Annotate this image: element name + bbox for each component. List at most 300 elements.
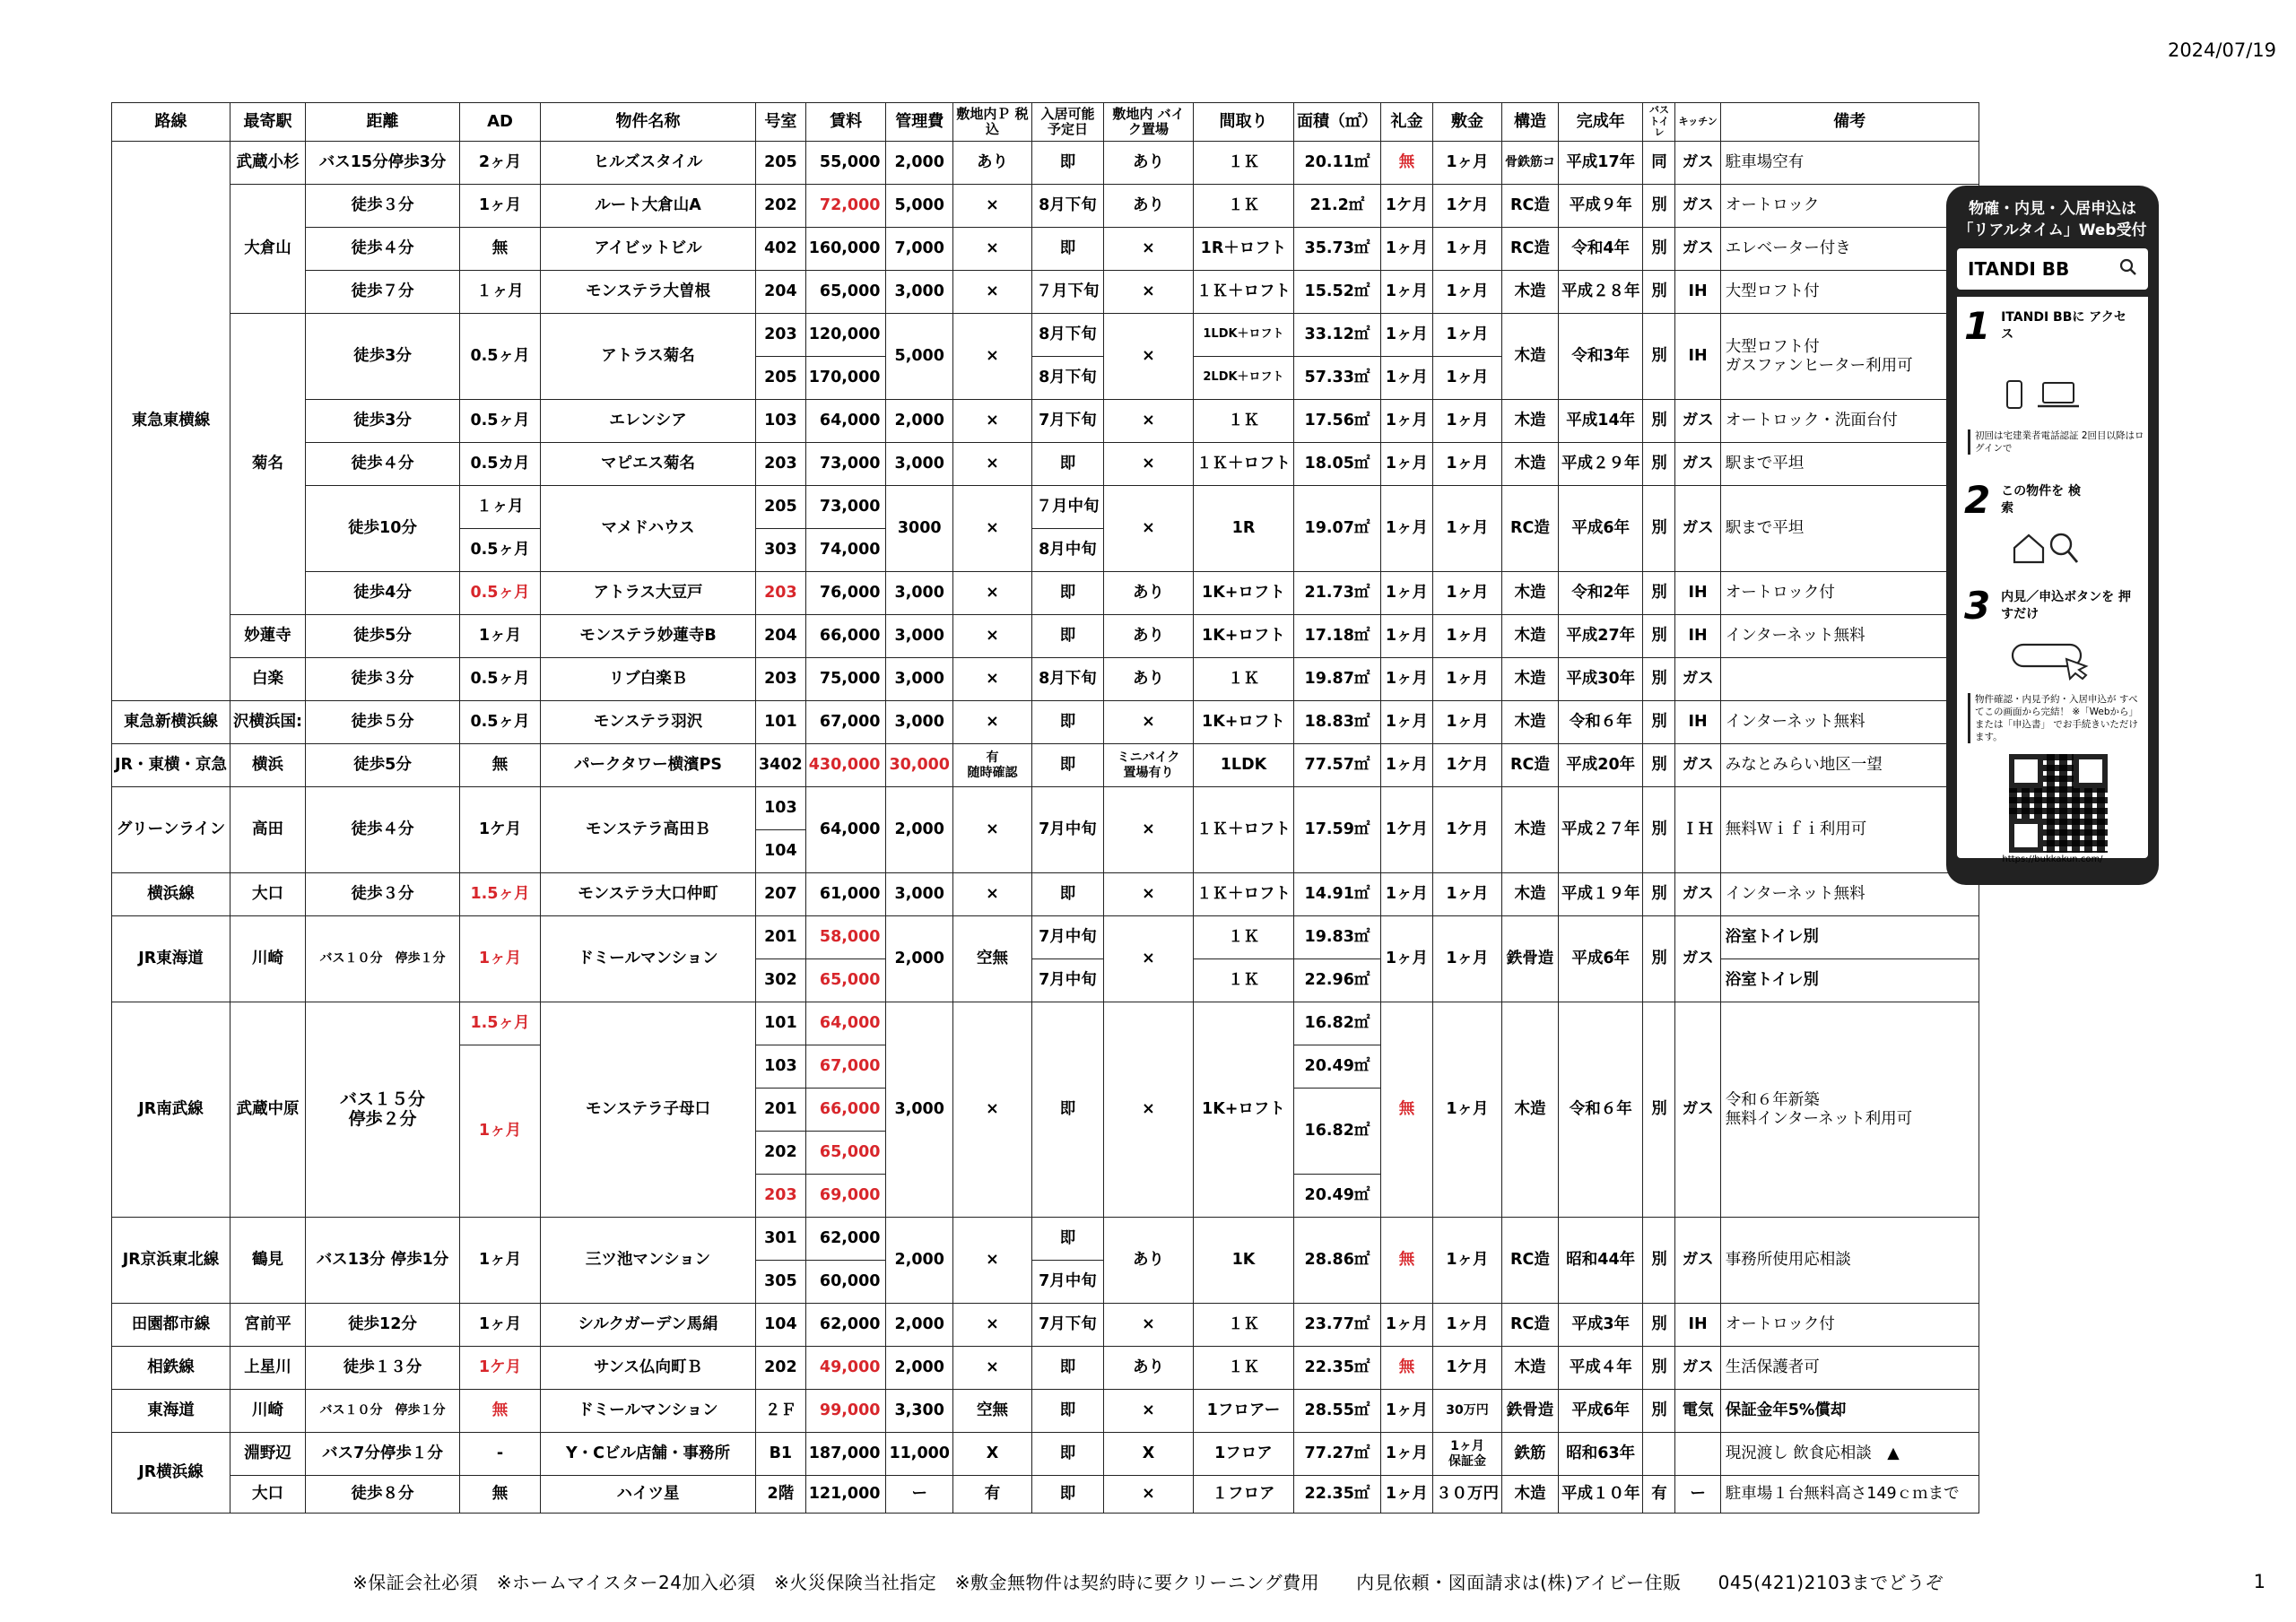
parking-cell: 有 <box>952 1476 1031 1514</box>
year-cell: 昭和63年 <box>1558 1433 1643 1476</box>
area-cell: 17.59㎡ <box>1293 787 1380 873</box>
year-cell: 平成6年 <box>1558 486 1643 572</box>
station-cell: 川崎 <box>230 916 306 1002</box>
rent-cell: 58,000 <box>805 916 886 959</box>
rent-cell: 49,000 <box>805 1347 886 1390</box>
ad-cell: 1ヶ月 <box>460 185 541 228</box>
notes-cell <box>1720 658 1979 701</box>
parking-cell: × <box>952 185 1031 228</box>
layout-cell: 1K+ロフト <box>1193 572 1293 615</box>
year-cell: 令和６年 <box>1558 701 1643 744</box>
ad-cell: 1ケ月 <box>460 1347 541 1390</box>
move-in-cell: 8月中旬 <box>1031 529 1103 572</box>
fee-cell: 3000 <box>886 486 953 572</box>
structure-cell: 木造 <box>1501 1347 1558 1390</box>
property-list-table <box>111 102 1979 1514</box>
parking-cell: × <box>952 1304 1031 1347</box>
room-cell: 204 <box>756 271 806 314</box>
kitchen-cell: ガス <box>1675 1347 1720 1390</box>
deposit-cell: 1ヶ月 <box>1432 228 1501 271</box>
name-cell: ヒルズスタイル <box>541 142 756 185</box>
bike-cell: あり <box>1103 658 1193 701</box>
station-cell: 川崎 <box>230 1390 306 1433</box>
area-cell: 28.55㎡ <box>1293 1390 1380 1433</box>
ad-cell: 0.5ヶ月 <box>460 658 541 701</box>
key-money-cell: 無 <box>1380 1218 1432 1304</box>
rent-cell: 61,000 <box>805 873 886 916</box>
distance-cell: バス１０分 停歩１分 <box>306 916 460 1002</box>
station-cell: 妙蓮寺 <box>230 615 306 658</box>
area-cell: 20.49㎡ <box>1293 1175 1380 1218</box>
itandi-banner <box>1946 186 2159 885</box>
ad-cell: 1ヶ月 <box>460 1045 541 1218</box>
year-cell: 平成3年 <box>1558 1304 1643 1347</box>
bath-cell: 別 <box>1643 658 1675 701</box>
table-row <box>112 486 1979 529</box>
structure-cell: 木造 <box>1501 1002 1558 1218</box>
room-cell: 203 <box>756 658 806 701</box>
table-row <box>112 185 1979 228</box>
table-row <box>112 1218 1979 1261</box>
banner-step-3 <box>1964 584 2135 628</box>
layout-cell: 1R <box>1193 486 1293 572</box>
rent-cell: 67,000 <box>805 1045 886 1089</box>
area-cell: 77.27㎡ <box>1293 1433 1380 1476</box>
area-cell: 18.83㎡ <box>1293 701 1380 744</box>
rent-cell: 187,000 <box>805 1433 886 1476</box>
key-money-cell: 無 <box>1380 142 1432 185</box>
rent-cell: 121,000 <box>805 1476 886 1514</box>
notes-cell: エレベーター付き <box>1720 228 1979 271</box>
station-cell: 高田 <box>230 787 306 873</box>
notes-cell: 駅まで平坦 <box>1720 443 1979 486</box>
rent-cell: 66,000 <box>805 615 886 658</box>
area-cell: 22.35㎡ <box>1293 1347 1380 1390</box>
room-cell: 203 <box>756 443 806 486</box>
notes-cell: 大型ロフト付 <box>1720 271 1979 314</box>
room-cell: 203 <box>756 572 806 615</box>
structure-cell: 木造 <box>1501 572 1558 615</box>
deposit-cell: 1ケ月 <box>1432 1347 1501 1390</box>
line-cell: 相鉄線 <box>112 1347 230 1390</box>
kitchen-cell: IH <box>1675 572 1720 615</box>
ad-cell: 1ヶ月 <box>460 1304 541 1347</box>
rent-cell: 66,000 <box>805 1089 886 1132</box>
move-in-cell: 即 <box>1031 1390 1103 1433</box>
fee-cell: 3,000 <box>886 271 953 314</box>
ad-cell: 1ヶ月 <box>460 916 541 1002</box>
col-parking: 敷地内Ｐ 税込 <box>952 103 1031 142</box>
room-cell: 203 <box>756 314 806 357</box>
move-in-cell: 即 <box>1031 443 1103 486</box>
room-cell: 202 <box>756 1347 806 1390</box>
area-cell: 23.77㎡ <box>1293 1304 1380 1347</box>
room-cell: 101 <box>756 1002 806 1045</box>
parking-cell: × <box>952 787 1031 873</box>
notes-cell: インターネット無料 <box>1720 701 1979 744</box>
deposit-cell: 1ヶ月 <box>1432 314 1501 357</box>
ad-cell: 無 <box>460 744 541 787</box>
structure-cell: 木造 <box>1501 615 1558 658</box>
structure-cell: RC造 <box>1501 1218 1558 1304</box>
fee-cell: 7,000 <box>886 228 953 271</box>
layout-cell: １Ｋ <box>1193 1347 1293 1390</box>
name-cell: ハイツ星 <box>541 1476 756 1514</box>
name-cell: ドミールマンション <box>541 1390 756 1433</box>
kitchen-cell: ガス <box>1675 228 1720 271</box>
move-in-cell: 即 <box>1031 701 1103 744</box>
kitchen-cell: ガス <box>1675 400 1720 443</box>
layout-cell: 1K <box>1193 1218 1293 1304</box>
bike-cell: × <box>1103 228 1193 271</box>
distance-cell: 徒歩４分 <box>306 443 460 486</box>
area-cell: 19.87㎡ <box>1293 658 1380 701</box>
area-cell: 17.56㎡ <box>1293 400 1380 443</box>
table-row <box>112 787 1979 830</box>
room-cell: 103 <box>756 787 806 830</box>
col-bike: 敷地内 バイク置場 <box>1103 103 1193 142</box>
deposit-cell: 1ヶ月 <box>1432 873 1501 916</box>
distance-cell: 徒歩4分 <box>306 572 460 615</box>
notes-cell <box>1720 1002 1979 1218</box>
rent-cell: 65,000 <box>805 271 886 314</box>
area-cell: 28.86㎡ <box>1293 1218 1380 1304</box>
key-money-cell: 1ヶ月 <box>1380 873 1432 916</box>
col-year: 完成年 <box>1558 103 1643 142</box>
deposit-cell: 1ヶ月 <box>1432 1218 1501 1304</box>
distance-cell: バス１０分 停歩１分 <box>306 1390 460 1433</box>
kitchen-cell: IH <box>1675 271 1720 314</box>
click-button-icon <box>2011 641 2100 684</box>
move-in-cell: 即 <box>1031 1433 1103 1476</box>
year-cell: 令和4年 <box>1558 228 1643 271</box>
room-cell: 302 <box>756 959 806 1002</box>
bike-cell <box>1103 744 1193 787</box>
bath-cell: 別 <box>1643 1304 1675 1347</box>
parking-cell: × <box>952 1002 1031 1218</box>
ad-cell: 0.5ヶ月 <box>460 314 541 400</box>
notes-cell: 駅まで平坦 <box>1720 486 1979 572</box>
structure-cell: 木造 <box>1501 314 1558 400</box>
move-in-cell: 即 <box>1031 744 1103 787</box>
distance-cell: バス13分 停歩1分 <box>306 1218 460 1304</box>
move-in-cell: 即 <box>1031 615 1103 658</box>
ad-cell: 1.5ヶ月 <box>460 1002 541 1045</box>
bike-cell: あり <box>1103 1347 1193 1390</box>
room-cell: 201 <box>756 916 806 959</box>
deposit-cell: 1ヶ月 <box>1432 572 1501 615</box>
room-cell: 303 <box>756 529 806 572</box>
bike-cell: × <box>1103 701 1193 744</box>
layout-cell: 1LDK＋ロフト <box>1193 314 1293 357</box>
line-cell: グリーンライン <box>112 787 230 873</box>
table-row <box>112 228 1979 271</box>
deposit-cell: 1ヶ月 <box>1432 1304 1501 1347</box>
room-cell: 305 <box>756 1261 806 1304</box>
rent-cell: 64,000 <box>805 400 886 443</box>
notes-cell: オートロック・洗面台付 <box>1720 400 1979 443</box>
notes-cell: インターネット無料 <box>1720 873 1979 916</box>
bike-cell: あり <box>1103 185 1193 228</box>
rent-cell: 73,000 <box>805 443 886 486</box>
table-row <box>112 142 1979 185</box>
key-money-cell: 無 <box>1380 1347 1432 1390</box>
structure-cell: RC造 <box>1501 185 1558 228</box>
area-cell: 19.07㎡ <box>1293 486 1380 572</box>
ad-cell: 2ヶ月 <box>460 142 541 185</box>
area-cell: 57.33㎡ <box>1293 357 1380 400</box>
bike-cell: × <box>1103 1390 1193 1433</box>
col-bath: バス トイレ <box>1643 103 1675 142</box>
room-cell: ２Ｆ <box>756 1390 806 1433</box>
distance-cell: バス7分停歩１分 <box>306 1433 460 1476</box>
notes-cell: 浴室トイレ別 <box>1720 959 1979 1002</box>
room-cell: 202 <box>756 185 806 228</box>
key-money-cell: 1ヶ月 <box>1380 1304 1432 1347</box>
move-in-cell: 即 <box>1031 142 1103 185</box>
col-room: 号室 <box>756 103 806 142</box>
key-money-cell: 1ヶ月 <box>1380 228 1432 271</box>
area-cell: 20.49㎡ <box>1293 1045 1380 1089</box>
deposit-cell: 1ケ月 <box>1432 744 1501 787</box>
station-cell: 沢横浜国: <box>230 701 306 744</box>
bike-line: ミニバイク <box>1117 750 1180 766</box>
notes-cell: みなとみらい地区一望 <box>1720 744 1979 787</box>
station-cell: 白楽 <box>230 658 306 701</box>
ad-cell: １ヶ月 <box>460 486 541 529</box>
rent-cell: 170,000 <box>805 357 886 400</box>
col-rent: 賃料 <box>805 103 886 142</box>
key-money-cell: 1ヶ月 <box>1380 701 1432 744</box>
year-cell: 平成１０年 <box>1558 1476 1643 1514</box>
bike-cell: あり <box>1103 142 1193 185</box>
distance-cell <box>306 1002 460 1218</box>
layout-cell: １Ｋ <box>1193 916 1293 959</box>
kitchen-cell: ガス <box>1675 443 1720 486</box>
fee-cell: 5,000 <box>886 185 953 228</box>
banner-steps <box>1957 297 2148 864</box>
layout-cell: １フロア <box>1193 1476 1293 1514</box>
station-cell: 大口 <box>230 1476 306 1514</box>
layout-cell: １Ｋ <box>1193 400 1293 443</box>
room-cell: 205 <box>756 357 806 400</box>
banner-step-1 <box>1964 304 2126 348</box>
bath-cell: 別 <box>1643 228 1675 271</box>
room-cell: 203 <box>756 1175 806 1218</box>
step-number: 1 <box>1964 304 1991 348</box>
area-cell: 77.57㎡ <box>1293 744 1380 787</box>
bike-cell: × <box>1103 314 1193 400</box>
name-cell: 三ツ池マンション <box>541 1218 756 1304</box>
house-search-icon <box>2011 530 2083 569</box>
station-cell: 宮前平 <box>230 1304 306 1347</box>
rent-cell: 76,000 <box>805 572 886 615</box>
bath-cell: 別 <box>1643 873 1675 916</box>
structure-cell: 鉄骨造 <box>1501 916 1558 1002</box>
move-in-cell: 7月中旬 <box>1031 787 1103 873</box>
key-money-cell: 1ケ月 <box>1380 185 1432 228</box>
deposit-cell: 1ヶ月 <box>1432 701 1501 744</box>
search-icon <box>2119 258 2137 281</box>
kitchen-cell: IH <box>1675 615 1720 658</box>
bike-cell: あり <box>1103 615 1193 658</box>
distance-cell: 徒歩３分 <box>306 185 460 228</box>
line-cell: JR南武線 <box>112 1002 230 1218</box>
banner-note-3: 物件確認・内見予約・入居申込が すべてこの画面から完結！ ※「Webから」または「申込書」 でお手続きいただけます。 <box>1968 693 2145 743</box>
ad-cell: 0.5ヶ月 <box>460 572 541 615</box>
kitchen-cell: ガス <box>1675 185 1720 228</box>
layout-cell: １Ｋ <box>1193 1304 1293 1347</box>
col-structure: 構造 <box>1501 103 1558 142</box>
year-cell: 平成４年 <box>1558 1347 1643 1390</box>
bath-cell: 別 <box>1643 486 1675 572</box>
distance-line: 停歩２分 <box>348 1108 417 1129</box>
distance-cell: 徒歩４分 <box>306 228 460 271</box>
area-cell: 35.73㎡ <box>1293 228 1380 271</box>
room-cell: 205 <box>756 486 806 529</box>
bath-cell: 別 <box>1643 400 1675 443</box>
table-row <box>112 314 1979 357</box>
bath-cell: 別 <box>1643 443 1675 486</box>
device-icon <box>2002 379 2100 415</box>
bath-cell: 別 <box>1643 787 1675 873</box>
structure-cell: RC造 <box>1501 486 1558 572</box>
layout-cell: １Ｋ＋ロフト <box>1193 873 1293 916</box>
room-cell: 205 <box>756 142 806 185</box>
rent-cell: 99,000 <box>805 1390 886 1433</box>
area-cell: 20.11㎡ <box>1293 142 1380 185</box>
ad-cell: １ヶ月 <box>460 271 541 314</box>
structure-cell: 鉄筋 <box>1501 1433 1558 1476</box>
rent-cell: 74,000 <box>805 529 886 572</box>
distance-cell: 徒歩12分 <box>306 1304 460 1347</box>
room-cell: 104 <box>756 830 806 873</box>
parking-cell: × <box>952 1347 1031 1390</box>
line-cell: 東急新横浜線 <box>112 701 230 744</box>
bike-cell: × <box>1103 271 1193 314</box>
rent-cell: 64,000 <box>805 787 886 873</box>
parking-cell: × <box>952 701 1031 744</box>
line-cell: 東海道 <box>112 1390 230 1433</box>
key-money-cell: 1ヶ月 <box>1380 271 1432 314</box>
parking-cell: × <box>952 658 1031 701</box>
bath-cell: 別 <box>1643 916 1675 1002</box>
line-cell: JR東海道 <box>112 916 230 1002</box>
bike-cell: あり <box>1103 572 1193 615</box>
rent-cell: 120,000 <box>805 314 886 357</box>
parking-cell: × <box>952 443 1031 486</box>
line-cell: 横浜線 <box>112 873 230 916</box>
year-cell: 平成6年 <box>1558 916 1643 1002</box>
layout-cell: １Ｋ＋ロフト <box>1193 271 1293 314</box>
kitchen-cell: ガス <box>1675 1218 1720 1304</box>
rent-cell: 73,000 <box>805 486 886 529</box>
col-key-money: 礼金 <box>1380 103 1432 142</box>
step-number: 3 <box>1964 584 1991 628</box>
parking-cell: × <box>952 228 1031 271</box>
kitchen-cell: ガス <box>1675 1002 1720 1218</box>
area-cell: 18.05㎡ <box>1293 443 1380 486</box>
structure-cell: 木造 <box>1501 400 1558 443</box>
move-in-cell: 即 <box>1031 1218 1103 1261</box>
distance-cell: 徒歩５分 <box>306 701 460 744</box>
table-row <box>112 873 1979 916</box>
rent-cell: 69,000 <box>805 1175 886 1218</box>
kitchen-cell: IH <box>1675 314 1720 400</box>
parking-cell <box>952 744 1031 787</box>
key-money-cell: 1ヶ月 <box>1380 916 1432 1002</box>
ad-cell: 0.5ヶ月 <box>460 400 541 443</box>
banner-url: https://bukkakun.com/ <box>2002 854 2103 864</box>
key-money-cell: 1ヶ月 <box>1380 443 1432 486</box>
deposit-cell: 1ヶ月 <box>1432 916 1501 1002</box>
layout-cell: 1フロアー <box>1193 1390 1293 1433</box>
rent-cell: 62,000 <box>805 1218 886 1261</box>
year-cell: 平成２８年 <box>1558 271 1643 314</box>
distance-cell: 徒歩３分 <box>306 658 460 701</box>
area-cell: 15.52㎡ <box>1293 271 1380 314</box>
area-cell: 21.2㎡ <box>1293 185 1380 228</box>
print-date: 2024/07/19 <box>2167 39 2276 61</box>
deposit-cell: 1ヶ月 <box>1432 615 1501 658</box>
fee-cell: 2,000 <box>886 1218 953 1304</box>
parking-cell: × <box>952 271 1031 314</box>
distance-cell: 徒歩８分 <box>306 1476 460 1514</box>
table-row <box>112 1304 1979 1347</box>
area-cell: 21.73㎡ <box>1293 572 1380 615</box>
layout-cell: 1LDK <box>1193 744 1293 787</box>
parking-cell: あり <box>952 142 1031 185</box>
area-cell: 14.91㎡ <box>1293 873 1380 916</box>
move-in-cell: ７月中旬 <box>1031 486 1103 529</box>
name-cell: アトラス菊名 <box>541 314 756 400</box>
name-cell: モンステラ大曽根 <box>541 271 756 314</box>
structure-cell: 木造 <box>1501 271 1558 314</box>
year-cell: 平成6年 <box>1558 1390 1643 1433</box>
station-cell: 大口 <box>230 873 306 916</box>
fee-cell: 2,000 <box>886 1347 953 1390</box>
step-number: 2 <box>1964 478 1991 522</box>
deposit-cell: 1ヶ月 <box>1432 658 1501 701</box>
ad-cell: 無 <box>460 228 541 271</box>
structure-cell: 木造 <box>1501 658 1558 701</box>
ad-cell: - <box>460 1433 541 1476</box>
move-in-cell: 8月下旬 <box>1031 314 1103 357</box>
line-cell: JR・東横・京急 <box>112 744 230 787</box>
name-cell: モンステラ大口仲町 <box>541 873 756 916</box>
name-cell: ルート大倉山A <box>541 185 756 228</box>
fee-cell: 30,000 <box>886 744 953 787</box>
layout-cell: 2LDK＋ロフト <box>1193 357 1293 400</box>
parking-cell: 空無 <box>952 916 1031 1002</box>
parking-cell: × <box>952 314 1031 400</box>
area-cell: 16.82㎡ <box>1293 1089 1380 1175</box>
name-cell: リブ白楽Ｂ <box>541 658 756 701</box>
rent-cell: 72,000 <box>805 185 886 228</box>
bath-cell: 別 <box>1643 1002 1675 1218</box>
page-number: 1 <box>2253 1571 2266 1592</box>
layout-cell: 1K+ロフト <box>1193 701 1293 744</box>
bike-cell: × <box>1103 873 1193 916</box>
col-kitchen: キッチン <box>1675 103 1720 142</box>
parking-cell: × <box>952 572 1031 615</box>
bath-cell: 別 <box>1643 701 1675 744</box>
bike-cell: X <box>1103 1433 1193 1476</box>
deposit-cell: 1ヶ月 <box>1432 443 1501 486</box>
table-row <box>112 400 1979 443</box>
notes-cell: 事務所使用応相談 <box>1720 1218 1979 1304</box>
col-station: 最寄駅 <box>230 103 306 142</box>
